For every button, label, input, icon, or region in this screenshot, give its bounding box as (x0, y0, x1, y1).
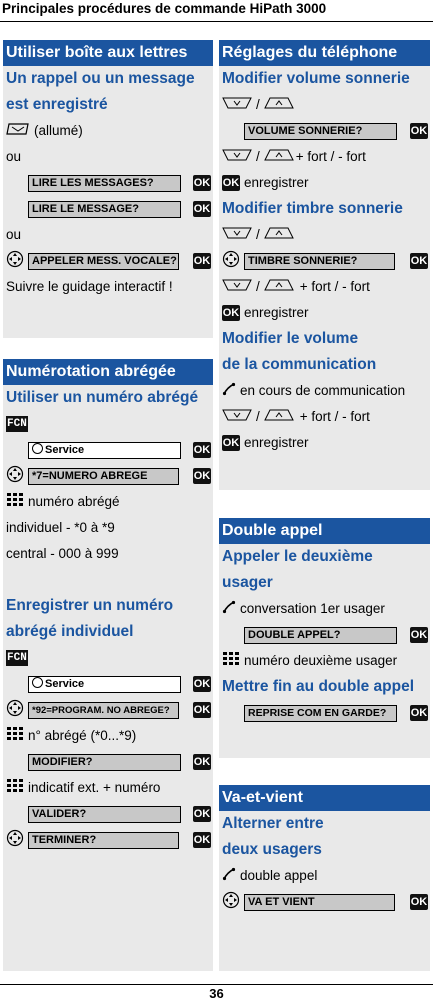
louder-softer-label: + fort / - fort (299, 409, 370, 424)
louder-softer-label: + fort / - fort (299, 279, 370, 294)
radio-circle-icon (32, 443, 43, 454)
display-service: Service (28, 676, 181, 693)
page-number: 36 (209, 986, 224, 1001)
handset-icon (222, 867, 236, 886)
second-party-number-label: numéro deuxième usager (244, 653, 398, 668)
section-toggle (219, 785, 430, 971)
mailbox-key-icon (6, 122, 30, 141)
ok-button[interactable]: OK (193, 834, 211, 846)
call-volume-heading-line1: Modifier le volume (222, 330, 359, 347)
keypad-icon[interactable] (222, 651, 240, 672)
toggle-heading-line1: Alterner entre (222, 815, 324, 832)
ok-button[interactable]: OK (410, 255, 428, 267)
ok-button[interactable]: OK (410, 707, 428, 719)
call-volume-heading-line2: de la communication (222, 356, 377, 373)
mailbox-heading: Un rappel ou un message est enregistré (6, 70, 195, 113)
volume-down-key-icon[interactable] (222, 278, 252, 297)
save-label: enregistrer (244, 305, 309, 320)
section-consultation-call (219, 518, 430, 758)
or-label: ou (6, 149, 22, 164)
ok-button[interactable]: OK (410, 629, 428, 641)
handset-icon (222, 600, 236, 619)
ok-button[interactable]: OK (222, 437, 240, 449)
section-mailbox (3, 40, 213, 338)
central-range: central - 000 à 999 (6, 546, 119, 561)
display-program-speed-dial: *92=PROGRAM. NO ABREGE? (28, 702, 179, 719)
ok-button[interactable]: OK (193, 470, 211, 482)
in-call-label: en cours de communication (240, 383, 406, 398)
first-party-call-label: conversation 1er usager (240, 601, 385, 616)
ring-volume-heading: Modifier volume sonnerie (222, 70, 410, 87)
section-title: Utiliser boîte aux lettres (3, 40, 213, 66)
ok-button[interactable]: OK (410, 896, 428, 908)
section-title: Va-et-vient (219, 785, 430, 811)
volume-up-key-icon[interactable] (264, 278, 294, 297)
display-service: Service (28, 442, 181, 459)
ring-tone-heading: Modifier timbre sonnerie (222, 200, 403, 217)
ok-button[interactable]: OK (193, 678, 211, 690)
slash-label: / (256, 279, 260, 294)
fcn-key[interactable]: FCN (7, 418, 27, 430)
ok-button[interactable]: OK (193, 255, 211, 267)
speed-number-range-label: n° abrégé (*0...*9) (28, 728, 137, 743)
ok-button[interactable]: OK (193, 177, 211, 189)
volume-down-key-icon[interactable] (222, 408, 252, 427)
slash-label: / (256, 409, 260, 424)
ok-button[interactable]: OK (193, 756, 211, 768)
display-consultation: DOUBLE APPEL? (244, 627, 397, 644)
volume-down-key-icon[interactable] (222, 226, 252, 245)
ok-button[interactable]: OK (410, 125, 428, 137)
navigator-icon[interactable] (6, 699, 24, 722)
volume-up-key-icon[interactable] (264, 148, 294, 167)
ok-button[interactable]: OK (193, 704, 211, 716)
fcn-key[interactable]: FCN (7, 652, 27, 664)
display-ring-volume: VOLUME SONNERIE? (244, 123, 397, 140)
section-speed-dial (3, 359, 213, 971)
speed-number-label: numéro abrégé (28, 494, 120, 509)
ok-button[interactable]: OK (222, 177, 240, 189)
volume-up-key-icon[interactable] (264, 96, 294, 115)
ok-button[interactable]: OK (222, 307, 240, 319)
navigator-icon[interactable] (6, 250, 24, 273)
save-label: enregistrer (244, 435, 309, 450)
individual-range: individuel - *0 à *9 (6, 520, 115, 535)
use-speed-dial-heading: Utiliser un numéro abrégé (6, 389, 199, 406)
navigator-icon[interactable] (222, 891, 240, 914)
or-label: ou (6, 227, 22, 242)
volume-up-key-icon[interactable] (264, 408, 294, 427)
keypad-icon[interactable] (6, 778, 24, 799)
section-title: Réglages du téléphone (219, 40, 430, 66)
consultation-call-label: double appel (240, 868, 318, 883)
store-speed-dial-heading: Enregistrer un numéro abrégé individuel (6, 597, 174, 640)
display-speed-dial: *7=NUMERO ABREGE (28, 468, 179, 485)
ok-button[interactable]: OK (193, 203, 211, 215)
display-call-voicemail: APPELER MESS. VOCALE? (28, 253, 179, 270)
handset-icon (222, 382, 236, 401)
display-toggle: VA ET VIENT (244, 894, 395, 911)
slash-label: / (256, 149, 260, 164)
lit-label: (allumé) (34, 123, 83, 138)
toggle-heading-line2: deux usagers (222, 841, 322, 858)
keypad-icon[interactable] (6, 726, 24, 747)
call-second-heading-line1: Appeler le deuxième (222, 548, 373, 565)
navigator-icon[interactable] (6, 829, 24, 852)
volume-up-key-icon[interactable] (264, 226, 294, 245)
volume-down-key-icon[interactable] (222, 148, 252, 167)
slash-label: / (256, 227, 260, 242)
navigator-icon[interactable] (6, 465, 24, 488)
save-label: enregistrer (244, 175, 309, 190)
keypad-icon[interactable] (6, 492, 24, 513)
display-read-message: LIRE LE MESSAGE? (28, 201, 181, 218)
display-modify: MODIFIER? (28, 754, 181, 771)
display-resume-held: REPRISE COM EN GARDE? (244, 705, 397, 722)
display-read-messages: LIRE LES MESSAGES? (28, 175, 181, 192)
section-phone-settings (219, 40, 430, 490)
display-validate: VALIDER? (28, 806, 181, 823)
ok-button[interactable]: OK (193, 444, 211, 456)
display-ring-tone: TIMBRE SONNERIE? (244, 253, 395, 270)
louder-softer-label: + fort / - fort (295, 149, 366, 164)
footer-divider (0, 984, 433, 985)
end-consultation-heading: Mettre fin au double appel (222, 678, 415, 695)
navigator-icon[interactable] (222, 250, 240, 273)
section-title: Numérotation abrégée (3, 359, 213, 385)
volume-down-key-icon[interactable] (222, 96, 252, 115)
follow-instructions: Suivre le guidage interactif ! (6, 279, 173, 294)
slash-label: / (256, 97, 260, 112)
call-second-heading-line2: usager (222, 574, 273, 591)
section-title: Double appel (219, 518, 430, 544)
prefix-number-label: indicatif ext. + numéro (28, 780, 161, 795)
display-terminate: TERMINER? (28, 832, 179, 849)
radio-circle-icon (32, 677, 43, 688)
page-header: Principales procédures de commande HiPath 3000 (0, 0, 433, 22)
ok-button[interactable]: OK (193, 808, 211, 820)
